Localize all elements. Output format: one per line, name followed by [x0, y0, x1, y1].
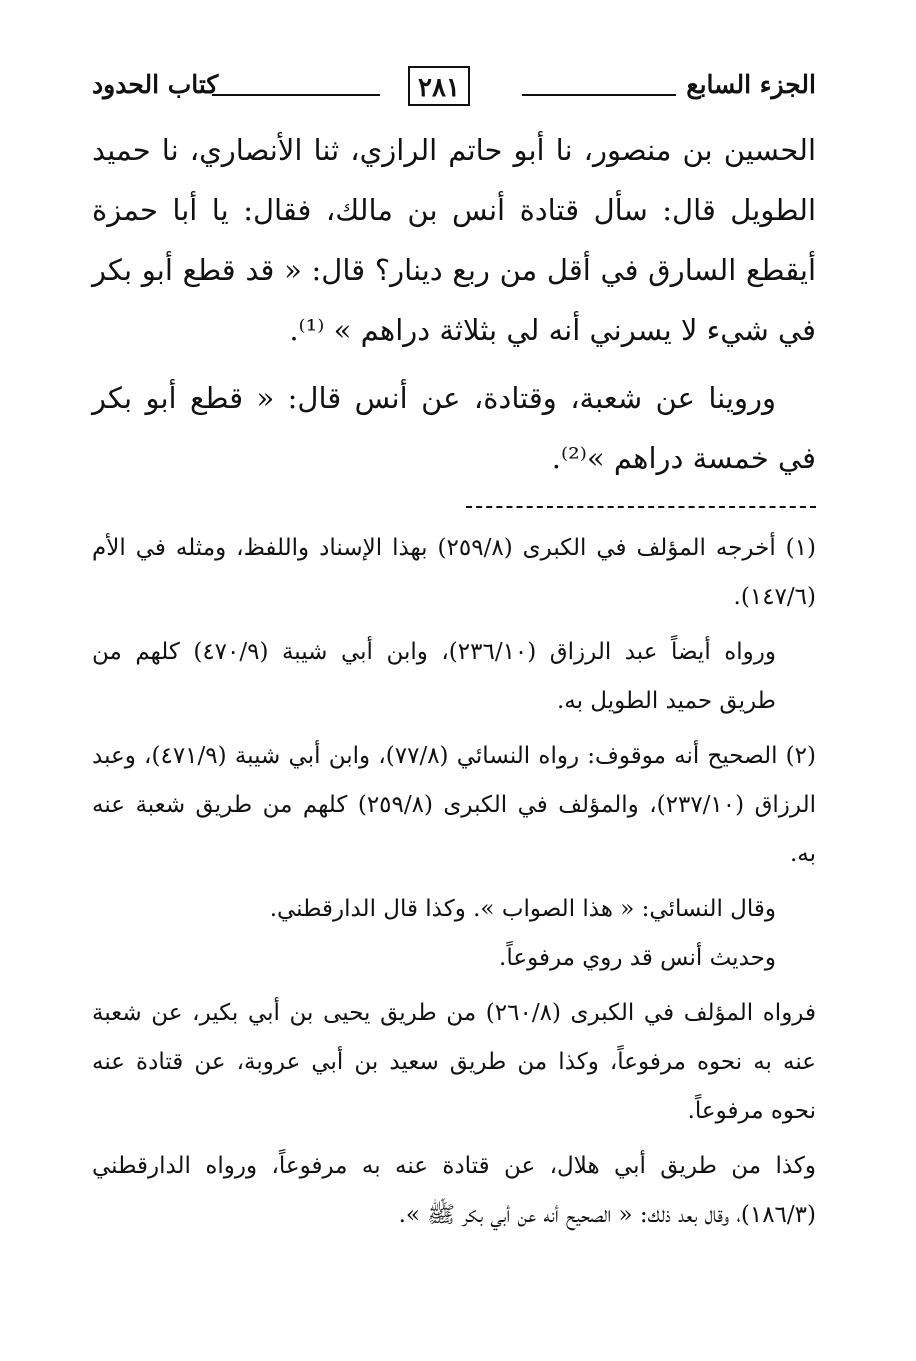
book-page	[92, 58, 816, 1338]
page-number: ٢٨١	[408, 66, 470, 106]
page-header	[92, 58, 816, 120]
header-rule	[212, 94, 380, 96]
footnote: (٢) الصحيح أنه موقوف: رواه النسائي (٧٧/٨)، وابن أبي شيبة (٤٧١/٩)، وعبد الرزاق (٢٣٧/١٠)، والمؤلف في الكبرى (٢٥٩/٨) كلهم من طريق شعبة عنه به.	[92, 743, 817, 867]
footnote-continuation: فرواه المؤلف في الكبرى (٢٦٠/٨) من طريق يحيى بن أبي بكير، عن شعبة عنه به نحوه مرفوعاً، وكذا من طريق سعيد بن أبي عروبة، عن قتادة عنه نحوه مرفوعاً.	[92, 1000, 816, 1124]
footnote: (١) أخرجه المؤلف في الكبرى (٢٥٩/٨) بهذا الإسناد واللفظ، ومثله في الأم (١٤٧/٦).	[92, 535, 817, 610]
main-text	[92, 120, 816, 488]
footnote-continuation: وحديث أنس قد روي مرفوعاً.	[499, 945, 776, 971]
book-title: كتاب الحدود	[92, 70, 219, 99]
paragraph: الحسين بن منصور، نا أبو حاتم الرازي، ثنا الأنصاري، نا حميد الطويل قال: سأل قتادة أنس بن مالك، فقال: يا أبا حمزة أيقطع السارق في أقل من ربع دينار؟ قال: « قد قطع أبو بكر في شيء لا يسرني أنه لي بثلاثة دراهم » ⁽¹⁾.	[92, 133, 816, 347]
footnote-continuation: وقال النسائي: « هذا الصواب ». وكذا قال الدارقطني.	[269, 896, 776, 922]
footnote-separator	[466, 506, 816, 508]
footnotes	[92, 524, 816, 1240]
paragraph: وروينا عن شعبة، وقتادة، عن أنس قال: « قطع أبو بكر في خمسة دراهم »⁽²⁾.	[92, 381, 816, 475]
footnote-continuation: وكذا من طريق أبي هلال، عن قتادة عنه به مرفوعاً، ورواه الدارقطني (١٨٦/٣)، وقال بعد ذلك: « الصحيح أنه عن أبي بكر ﷺ ».	[92, 1153, 816, 1228]
header-rule	[522, 94, 676, 96]
part-title: الجزء السابع	[686, 70, 816, 99]
footnote-continuation: ورواه أيضاً عبد الرزاق (٢٣٦/١٠)، وابن أبي شيبة (٤٧٠/٩) كلهم من طريق حميد الطويل به.	[92, 639, 776, 714]
